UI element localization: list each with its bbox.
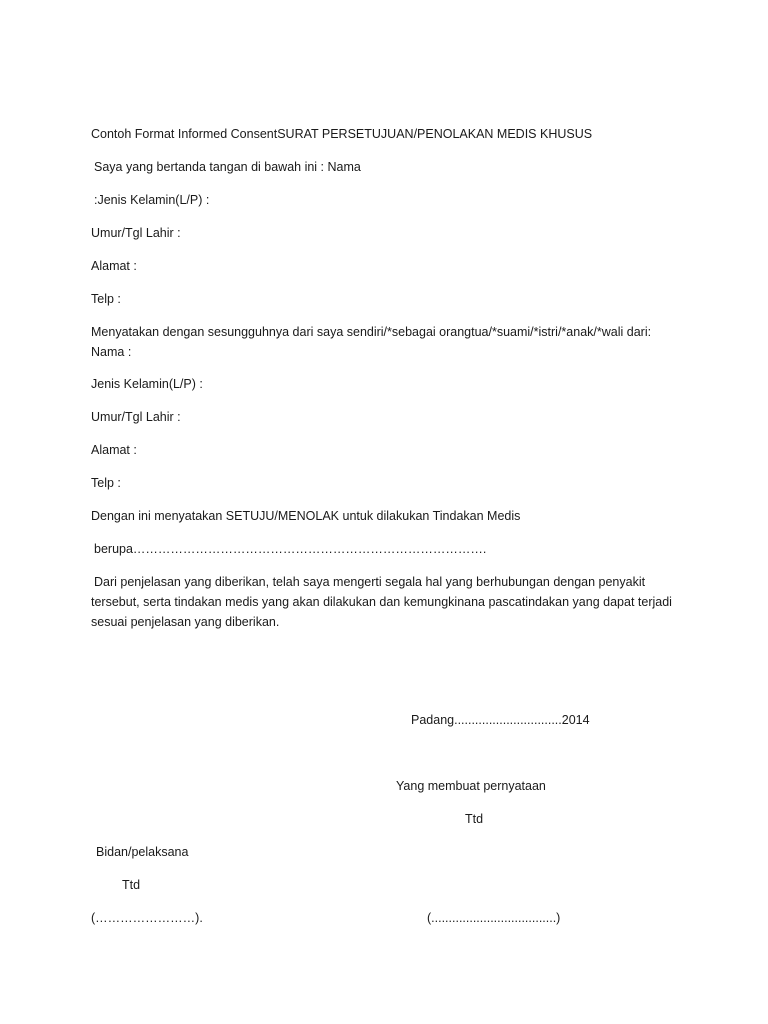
patient-age-field: Umur/Tgl Lahir : — [91, 226, 181, 240]
midwife-label: Bidan/pelaksana — [96, 845, 189, 859]
patient-address-field: Alamat : — [91, 259, 137, 273]
declarant-name-blank: (....................................) — [427, 911, 561, 925]
midwife-name-blank: (……………………). — [91, 911, 203, 925]
explanation-paragraph: Dari penjelasan yang diberikan, telah saya mengerti segala hal yang berhubungan dengan penyakit tersebut, serta tindakan medis yang akan dilakukan dan kemungkinana pascatindakan yang dapat terjadi sesuai penjelasan yang diberikan. — [91, 575, 672, 629]
subject-phone-field: Telp : — [91, 476, 121, 490]
declarant-label: Yang membuat pernyataan — [396, 779, 546, 793]
document-title: Contoh Format Informed ConsentSURAT PERSETUJUAN/PENOLAKAN MEDIS KHUSUS — [91, 127, 593, 141]
place-date-line: Padang...............................2014 — [411, 713, 590, 727]
consent-statement: Dengan ini menyatakan SETUJU/MENOLAK untuk dilakukan Tindakan Medis — [91, 509, 521, 523]
procedure-line: berupa…………………………………………………………………………. — [94, 542, 487, 556]
subject-gender-field: Jenis Kelamin(L/P) : — [91, 377, 203, 391]
subject-age-field: Umur/Tgl Lahir : — [91, 410, 181, 424]
midwife-signature: Ttd — [122, 878, 141, 892]
patient-gender-field: :Jenis Kelamin(L/P) : — [94, 193, 210, 207]
subject-address-field: Alamat : — [91, 443, 137, 457]
intro-line: Saya yang bertanda tangan di bawah ini : Nama — [94, 160, 361, 174]
declaration-paragraph: Menyatakan dengan sesungguhnya dari saya sendiri/*sebagai orangtua/*suami/*istri/*anak/*wali dari: Nama : — [91, 325, 652, 359]
declarant-signature: Ttd — [465, 812, 484, 826]
patient-phone-field: Telp : — [91, 292, 121, 306]
